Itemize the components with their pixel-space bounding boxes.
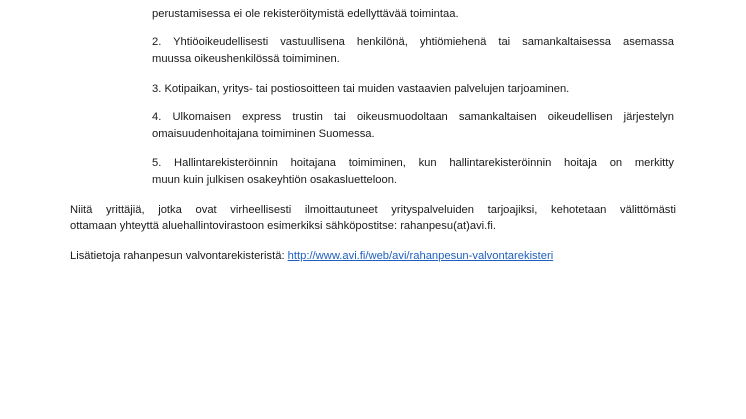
contact-paragraph-line-1: Niitä yrittäjiä, jotka ovat virheellisesti ilmoittautuneet yrityspalveluiden tarjoajiksi, kehotetaan välittömästi [70, 204, 676, 216]
list-item-1-line-2: perustamisessa ei ole rekisteröitymistä edellyttävää toimintaa. [152, 8, 459, 20]
list-item-5-line-1: 5. Hallintarekisteröinnin hoitajana toimiminen, kun hallintarekisteröinnin hoitaja on merkitty [152, 157, 674, 169]
list-item-5-line-2: muun kuin julkisen osakeyhtiön osakasluetteloon. [152, 174, 398, 186]
list-item-4-line-1: 4. Ulkomaisen express trustin tai oikeusmuodoltaan samankaltaisen oikeudellisen järjestelyn [152, 111, 674, 123]
list-item-2-line-1: 2. Yhtiöoikeudellisesti vastuullisena henkilönä, yhtiömiehenä tai samankaltaisessa asemassa [152, 36, 674, 48]
more-info-paragraph [70, 249, 676, 264]
list-item-4-line-2: omaisuudenhoitajana toimiminen Suomessa. [152, 128, 375, 140]
more-info-prefix: Lisätietoja rahanpesun valvontarekisteristä: [70, 250, 288, 262]
contact-paragraph-line-2: ottamaan yhteyttä aluehallintovirastoon esimerkiksi sähköpostitse: rahanpesu(at)avi.fi. [70, 220, 496, 232]
list-item-3-line-1: 3. Kotipaikan, yritys- tai postiosoitteen tai muiden vastaavien palvelujen tarjoaminen. [152, 83, 570, 95]
list-item-2-line-2: muussa oikeushenkilössä toimiminen. [152, 53, 340, 65]
avi-register-link[interactable]: http://www.avi.fi/web/avi/rahanpesun-valvontarekisteri [287, 250, 554, 262]
